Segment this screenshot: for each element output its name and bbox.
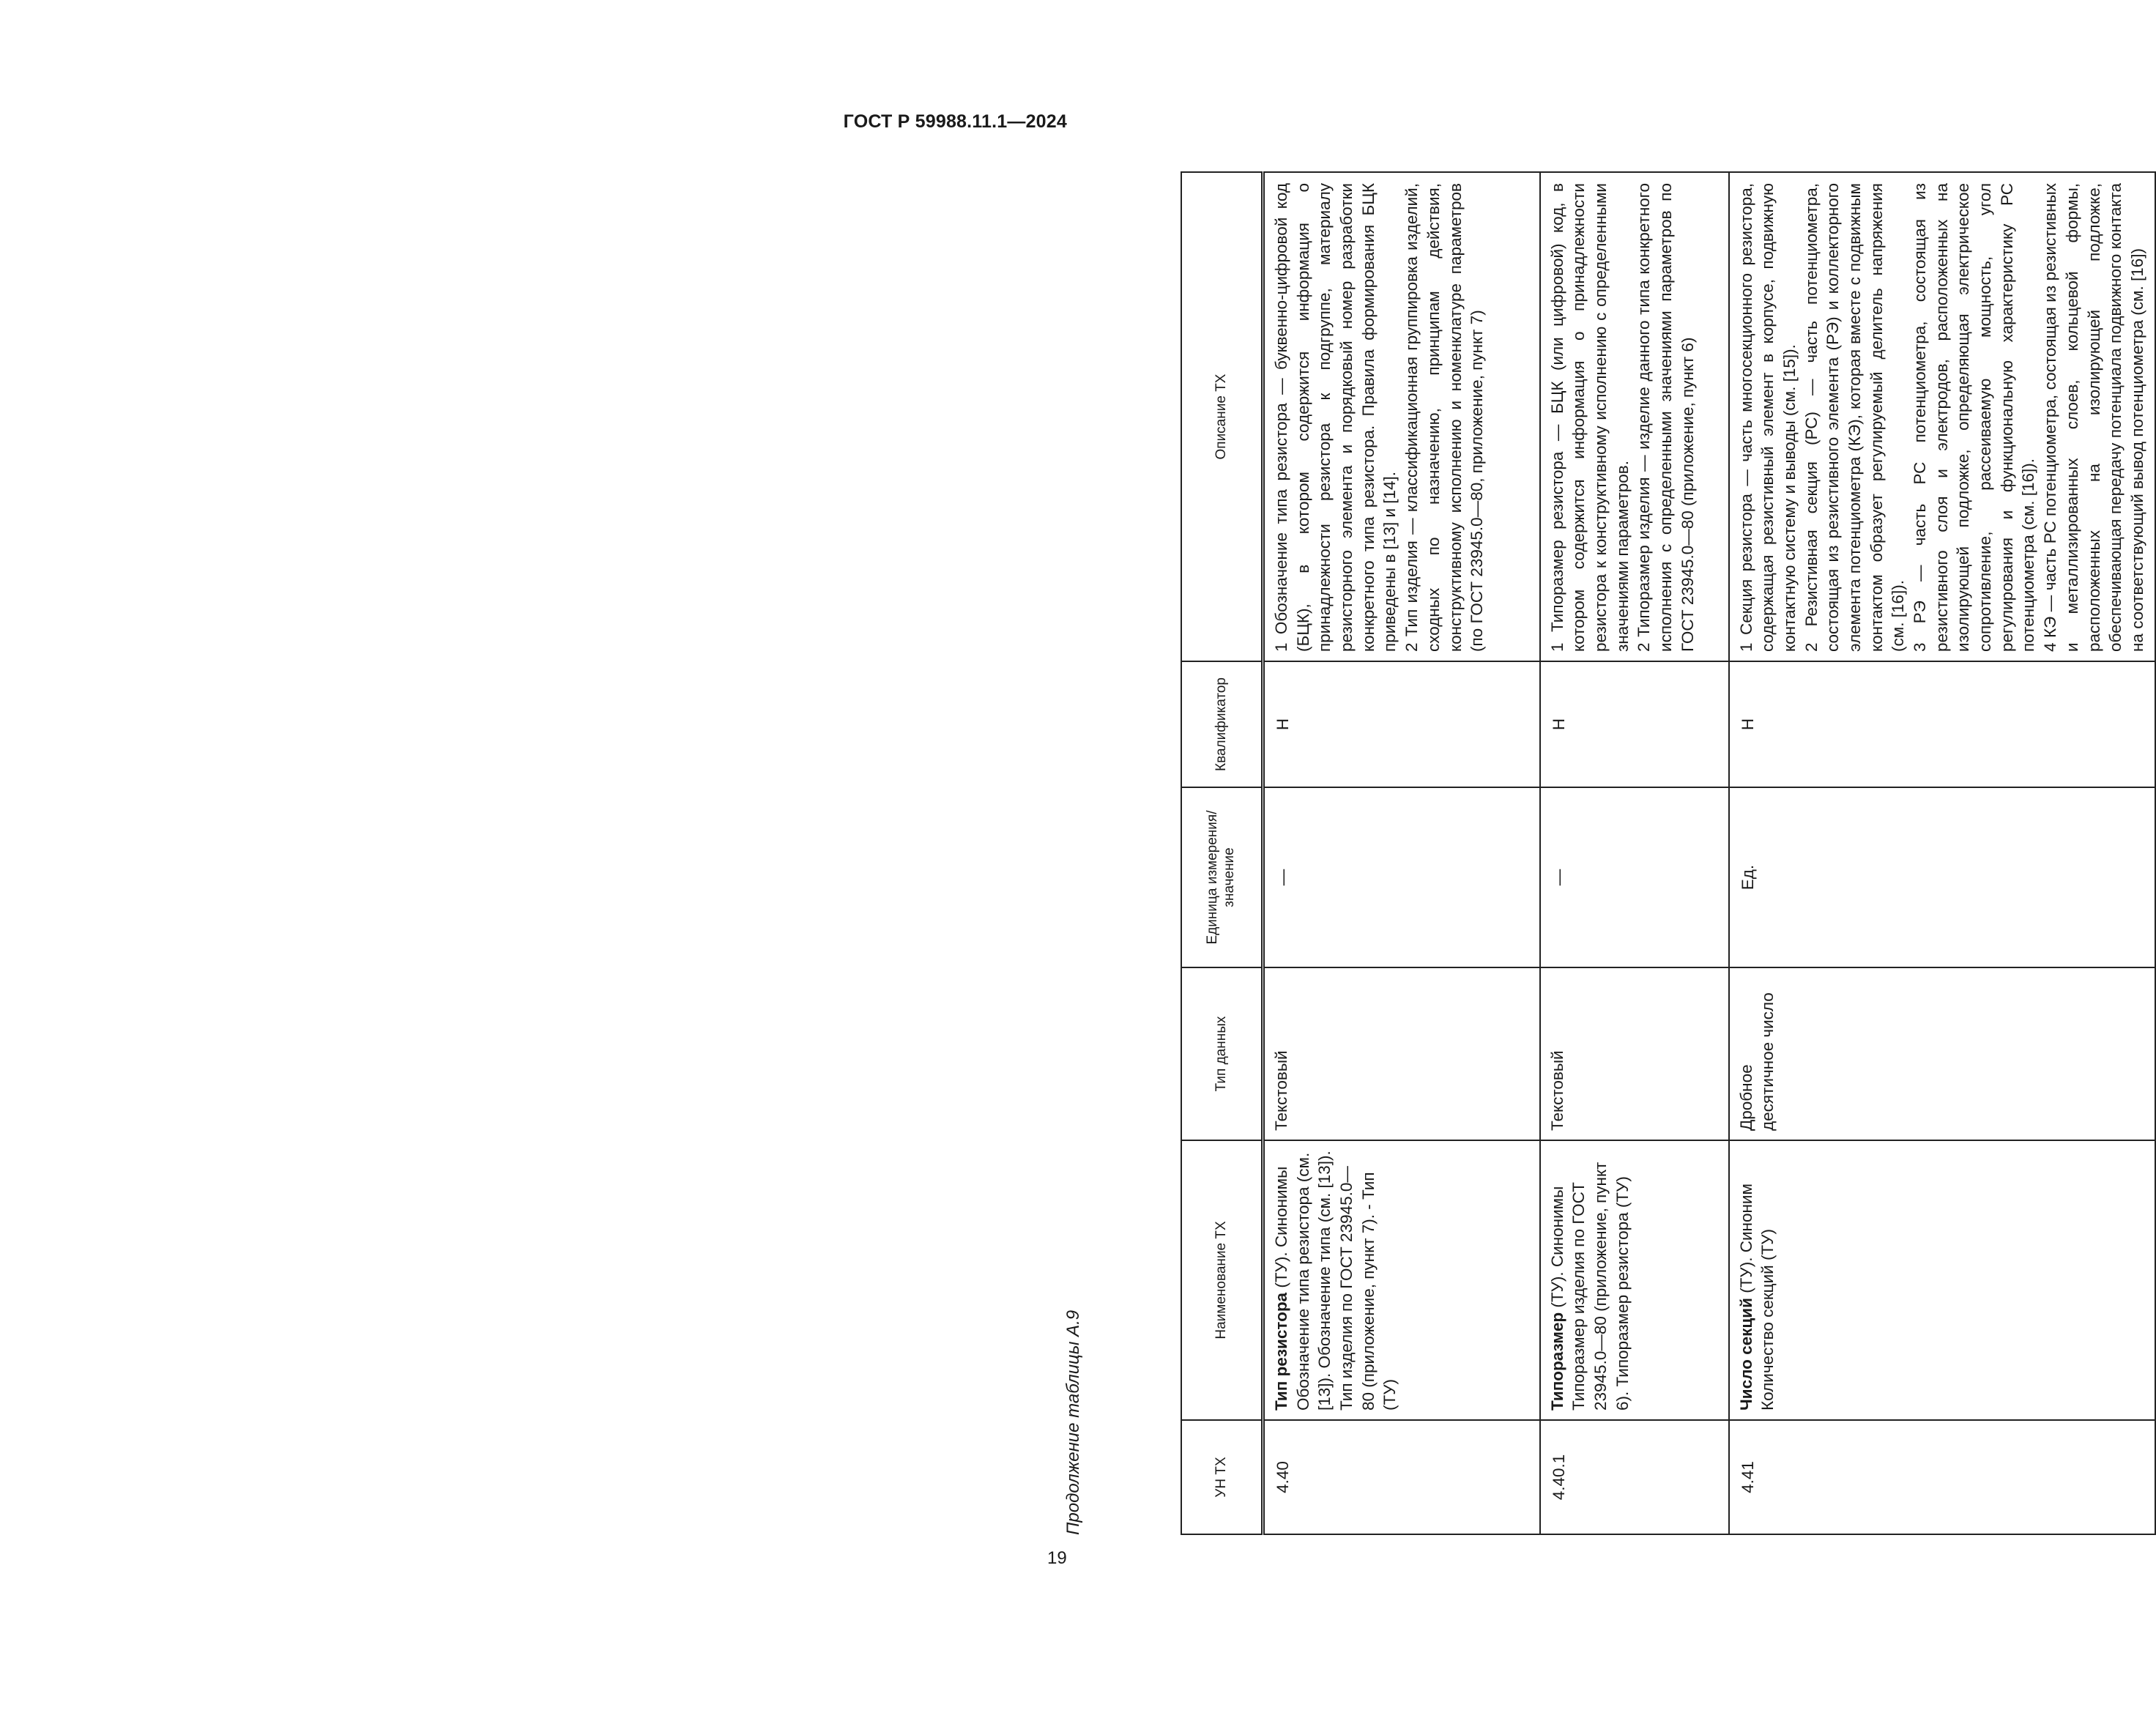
row-name [1263,1140,1540,1420]
row-data-type: Текстовый [1540,967,1729,1140]
row-unit: — [1540,787,1729,967]
row-qualifier: Н [1540,661,1729,787]
description-paragraph: 2 Тип изделия — классификационная группировка изделий, сходных по назначению, принципам действия, конструктивному исполнению и номенклатуре параметров (по ГОСТ 23945.0—80, приложение, пункт 7) [1402,183,1487,652]
table-row [1263,172,1540,1534]
col-header-name: Наименование ТХ [1181,1140,1263,1420]
row-name-bold: Число секций [1736,1298,1755,1411]
description-paragraph: 2 Типоразмер изделия — изделие данного типа конкретного исполнения с определенными значениями параметров по ГОСТ 23945.0—80 (приложение, пункт 6) [1635,183,1697,652]
row-data-type: Текстовый [1263,967,1540,1140]
row-data-type: Дробное десятичное число [1729,967,2155,1140]
description-paragraph: 1 Типоразмер резистора — БЦК (или цифровой) код, в котором содержится информация о принадлежности резистора к конструктивному исполнению с определенными значениями параметров. [1547,183,1632,652]
table-caption: Продолжение таблицы А.9 [1063,1309,1083,1535]
col-header-unit: Единица измерения/ значение [1181,787,1263,967]
description-paragraph: 1 Секция резистора — часть многосекционного резистора, содержащая резистивный элемент в корпусе, подвижную контактную систему и выводы (см. [15]). [1736,183,1799,652]
row-name-rest: (ТУ). Синонимы Типоразмер изделия по ГОСТ 23945.0—80 (приложение, пункт 6). Типоразмер резистора (ТУ) [1547,1162,1632,1411]
row-id: 4.40.1 [1540,1420,1729,1534]
row-qualifier: Н [1729,661,2155,787]
col-header-qualifier: Квалификатор [1181,661,1263,787]
col-header-description: Описание ТХ [1181,172,1263,661]
row-description [1540,172,1729,661]
row-name-bold: Тип резистора [1272,1292,1290,1411]
row-name-bold: Типоразмер [1547,1312,1566,1411]
row-name-rest: (ТУ). Синонимы Обозначение типа резистора (см. [13]). Обозначение типа (см. [13]). Тип изделия по ГОСТ 23945.0—80 (приложение, пункт 7). - Тип (ТУ) [1272,1151,1399,1411]
description-paragraph: 1 Обозначение типа резистора — буквенно-цифровой код (БЦК), в котором содержится информация о принадлежности резистора к подгруппе, материалу резисторного элемента и порядковый номер разработки конкретного типа резистора. Правила формирования БЦК приведены в [13] и [14]. [1272,183,1399,652]
row-id: 4.40 [1263,1420,1540,1534]
table-row [1729,172,2155,1534]
description-paragraph: 4 КЭ — часть РС потенциометра, состоящая из резистивных и металлизированных слоев, кольцевой формы, расположенных на изолирующей подложке, обеспечивающая передачу потенциала подвижного контакта на соответствующий вывод потенциометра (см. [16]) [2041,183,2146,652]
row-unit: — [1263,787,1540,967]
table-row [1540,172,1729,1534]
row-id: 4.41 [1729,1420,2155,1534]
description-paragraph: 2 Резистивная секция (РС) — часть потенциометра, состоящая из резистивного элемента (РЭ) и коллекторного элемента потенциометра (КЭ), которая вместе с подвижным контактом образует регулируемый делитель напряжения (см. [16]). [1802,183,1908,652]
row-qualifier: Н [1263,661,1540,787]
row-description [1263,172,1540,661]
row-name [1540,1140,1729,1420]
table-header-row [1181,172,1263,1534]
col-header-data-type: Тип данных [1181,967,1263,1140]
characteristics-table [1181,171,2156,1535]
row-name-rest: (ТУ). Синоним Количество секций (ТУ) [1736,1184,1777,1411]
page-number: 19 [1047,1548,1067,1568]
description-paragraph: 3 РЭ — часть РС потенциометра, состоящая из резистивного слоя и электродов, расположенных на изолирующей подложке, определяющая электрическое сопротивление, рассеиваемую мощность, угол регулирования и функциональную характеристику РС потенциометра (см. [16]). [1911,183,2038,652]
document-code: ГОСТ Р 59988.11.1—2024 [843,111,1067,132]
row-description [1729,172,2155,661]
row-unit: Ед. [1729,787,2155,967]
col-header-id: УН ТХ [1181,1420,1263,1534]
row-name [1729,1140,2155,1420]
rotated-content [1055,12,2146,1535]
